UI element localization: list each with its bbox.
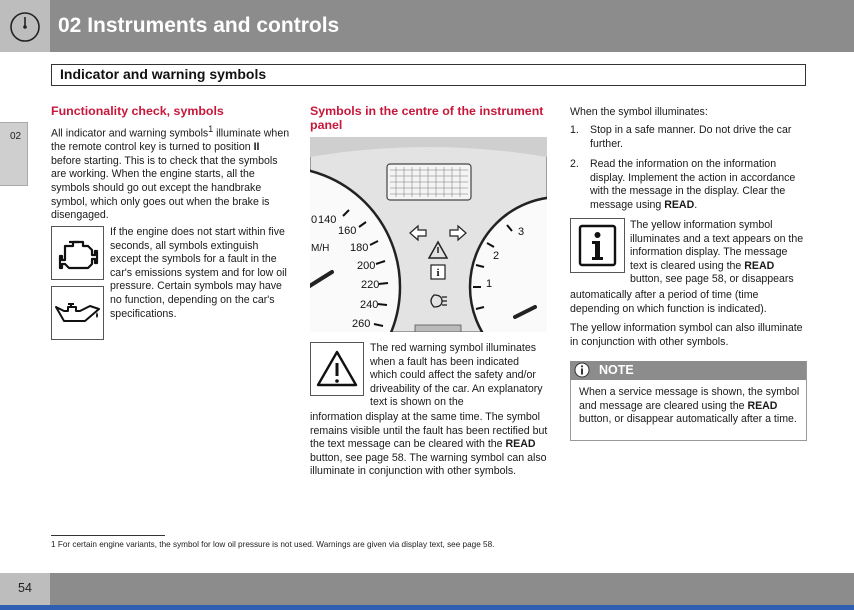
red-warning-text-part1: The red warning symbol illuminates when a fault has been indicated which could affect the safety and/or driveability of the car. An explanatory text is shown on the bbox=[370, 342, 543, 409]
step-number: 1. bbox=[570, 124, 579, 136]
yellow-info-text-part2: automatically after a period of time (time depending on which function is indicated). bbox=[570, 289, 767, 315]
oil-can-icon bbox=[52, 287, 103, 339]
note-info-icon bbox=[574, 362, 590, 378]
yellow-info-text-part1: The yellow information symbol illuminates and a text appears on the information display. The message text is cleared using the READ button, see page 58, or disappears bbox=[630, 219, 804, 286]
instrument-panel-svg bbox=[310, 137, 547, 332]
chapter-tab-label: 02 bbox=[10, 131, 22, 142]
chapter-title: 02 Instruments and controls bbox=[58, 14, 340, 37]
red-warning-symbol-box bbox=[310, 342, 364, 396]
engine-start-failure-text: If the engine does not start within five seconds, all symbols extinguish except the symbols for a fault in the car's emissions system and for low oil pressure. Certain symbols may have no function, depending on the car's specifications. bbox=[110, 226, 287, 320]
speed-label-260: 260 bbox=[352, 318, 371, 330]
section-title: Indicator and warning symbols bbox=[60, 66, 267, 82]
chapter-icon-box bbox=[0, 0, 50, 52]
tach-label-3: 3 bbox=[518, 226, 525, 238]
engine-symbol-box bbox=[51, 226, 104, 280]
centre-symbols-heading: Symbols in the centre of the instrument panel bbox=[310, 104, 544, 132]
window-taskbar-strip bbox=[0, 605, 854, 610]
warning-triangle-icon bbox=[311, 343, 363, 395]
info-icon bbox=[571, 219, 624, 272]
yellow-info-conjunction-text: The yellow information symbol can also illuminate in conjunction with other symbols. bbox=[570, 322, 803, 348]
step-text: Stop in a safe manner. Do not drive the car further. bbox=[590, 124, 792, 150]
speed-label-200: 200 bbox=[357, 260, 376, 272]
red-warning-text-part2: information display at the same time. The symbol remains visible until the fault has been rectified but the text message can be cleared with the READ button, see page 58. The warning symbol can also illuminate in conjunction with other symbols. bbox=[310, 411, 548, 478]
step-number: 2. bbox=[570, 158, 579, 170]
gauge-icon bbox=[0, 0, 50, 52]
footnote-divider bbox=[51, 535, 165, 536]
note-text: When a service message is shown, the symbol and message are cleared using the READ button, or disappear automatically after a time. bbox=[579, 386, 800, 426]
functionality-check-heading: Functionality check, symbols bbox=[51, 104, 224, 118]
yellow-info-symbol-box bbox=[570, 218, 625, 273]
step-text: Read the information on the information display. Implement the action in accordance with the message in the display. Clear the message using READ. bbox=[590, 158, 796, 211]
svg-text:i: i bbox=[436, 267, 440, 279]
functionality-check-text: All indicator and warning symbols$^1$ illuminate when the remote control key is turned to position II before starting. This is to check that the symbols are working. When the engine starts, all the symbols should go out except the handbrake symbol, which only goes out when the brake is disengaged. bbox=[51, 124, 290, 222]
footnote-text: 1 For certain engine variants, the symbol for low oil pressure is not used. Warnings are given via display text, see page 58. bbox=[51, 540, 495, 549]
speed-unit-label: M/H bbox=[311, 243, 330, 254]
note-title: NOTE bbox=[599, 363, 634, 377]
oil-pressure-symbol-box bbox=[51, 286, 104, 340]
symbol-illuminates-intro: When the symbol illuminates: bbox=[570, 106, 708, 118]
speed-label-180: 180 bbox=[350, 242, 369, 254]
speed-label-160: 160 bbox=[338, 225, 357, 237]
check-engine-icon bbox=[52, 227, 103, 279]
speed-label-220: 220 bbox=[361, 279, 380, 291]
speed-label-140: 140 bbox=[318, 214, 337, 226]
tach-label-1: 1 bbox=[486, 278, 493, 290]
tach-label-2: 2 bbox=[493, 250, 500, 262]
footer-bar bbox=[0, 573, 854, 605]
instrument-panel-illustration bbox=[310, 137, 547, 332]
page-number: 54 bbox=[18, 581, 32, 595]
speed-label-240: 240 bbox=[360, 299, 379, 311]
speed-label-0: 0 bbox=[311, 214, 318, 226]
